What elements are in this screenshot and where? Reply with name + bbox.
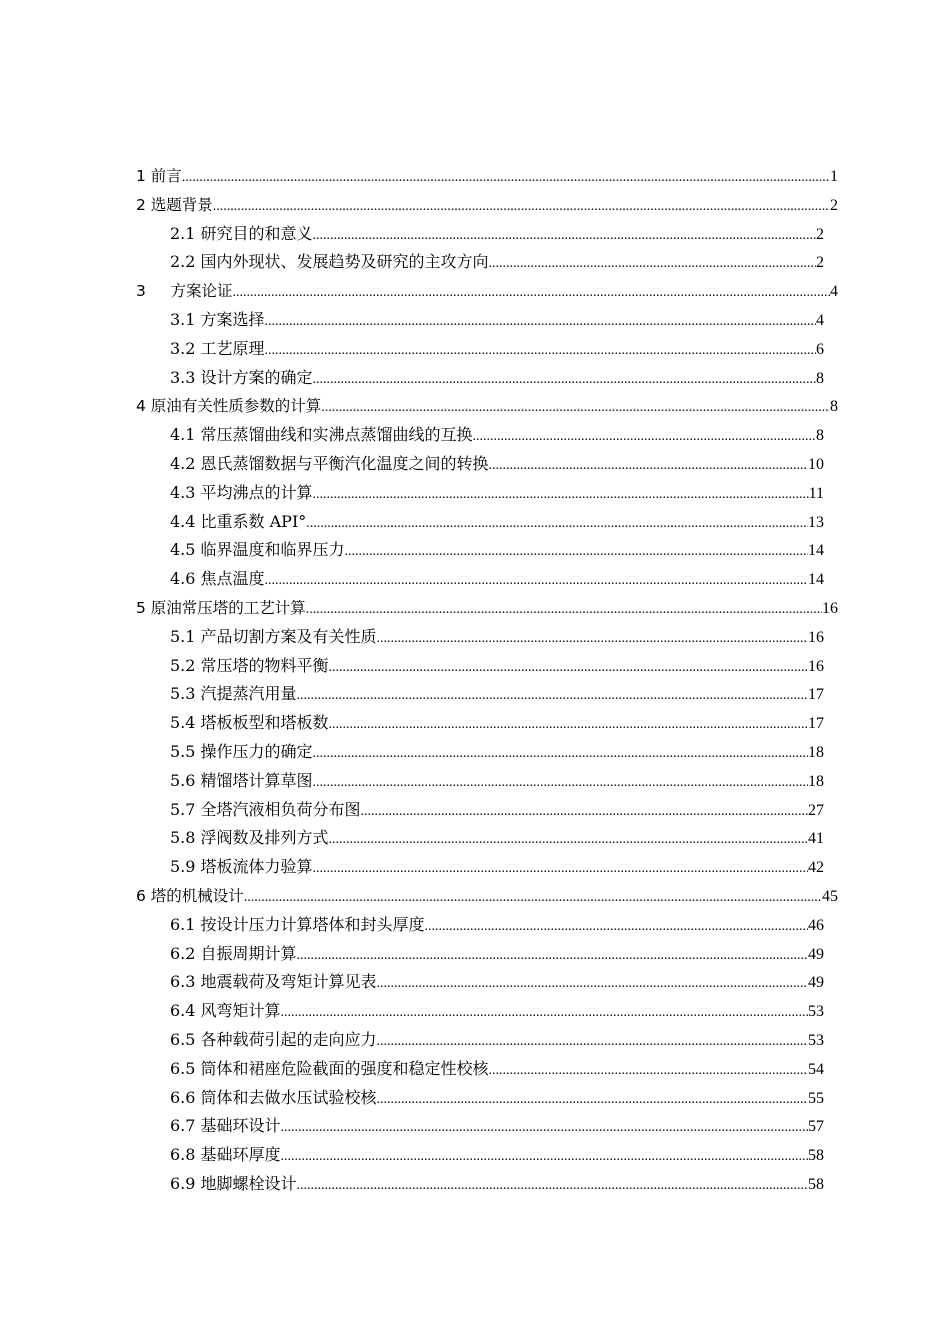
toc-entry-page: 4	[830, 283, 838, 301]
toc-entry[interactable]	[136, 1141, 838, 1170]
toc-entry-title: 5.9 塔板流体力验算	[170, 857, 313, 877]
toc-entry-title: 4.5 临界温度和临界压力	[170, 540, 345, 560]
toc-entry[interactable]	[136, 1084, 838, 1113]
toc-entry-page: 57	[808, 1118, 824, 1136]
toc-entry[interactable]	[136, 565, 838, 594]
toc-dot-leader	[313, 767, 808, 798]
toc-dot-leader	[473, 421, 816, 452]
toc-dot-leader	[182, 162, 830, 193]
toc-entry-title: 5.5 操作压力的确定	[170, 741, 313, 761]
toc-entry-title: 6 塔的机械设计	[136, 886, 244, 905]
toc-entry-title: 5.6 精馏塔计算草图	[170, 770, 313, 790]
toc-entry-page: 18	[808, 772, 824, 790]
toc-entry-page: 45	[822, 887, 838, 905]
toc-dot-leader	[313, 479, 809, 510]
toc-entry-page: 1	[830, 168, 838, 185]
toc-entry-page: 49	[808, 945, 824, 963]
toc-entry-page: 17	[808, 715, 824, 733]
toc-entry[interactable]	[136, 1170, 838, 1199]
toc-dot-leader	[306, 594, 822, 625]
toc-dot-leader	[313, 220, 816, 251]
toc-entry-title: 6.9 地脚螺栓设计	[170, 1173, 297, 1193]
toc-dot-leader	[265, 565, 808, 596]
toc-dot-leader	[265, 306, 816, 337]
toc-entry[interactable]	[136, 824, 838, 853]
toc-dot-leader	[489, 248, 816, 279]
toc-entry[interactable]	[136, 306, 838, 335]
toc-entry-title: 6.4 风弯矩计算	[170, 1001, 281, 1021]
toc-entry-title: 5.8 浮阀数及排列方式	[170, 828, 329, 848]
toc-entry-page: 54	[808, 1060, 824, 1078]
toc-dot-leader	[297, 1170, 808, 1201]
toc-entry[interactable]	[136, 911, 838, 940]
toc-entry[interactable]	[136, 508, 838, 537]
toc-entry-page: 10	[808, 455, 824, 473]
toc-entry[interactable]	[136, 882, 838, 911]
toc-dot-leader	[329, 709, 808, 740]
toc-entry-title: 4.1 常压蒸馏曲线和实沸点蒸馏曲线的互换	[170, 425, 473, 445]
toc-entry-page: 8	[816, 369, 824, 387]
toc-dot-leader	[425, 911, 808, 942]
toc-entry-page: 6	[816, 340, 824, 358]
toc-entry-page: 16	[808, 628, 824, 646]
toc-entry[interactable]	[136, 248, 838, 277]
toc-entry[interactable]	[136, 1112, 838, 1141]
toc-dot-leader	[345, 536, 808, 567]
toc-entry-page: 53	[808, 1031, 824, 1049]
toc-entry-title: 4.3 平均沸点的计算	[170, 482, 313, 502]
toc-entry[interactable]	[136, 997, 838, 1026]
toc-dot-leader	[281, 997, 808, 1028]
toc-entry-title: 6.8 基础环厚度	[170, 1145, 281, 1165]
toc-entry-title: 3.1 方案选择	[170, 309, 265, 329]
toc-entry-page: 2	[816, 225, 824, 243]
toc-entry-title: 6.6 筒体和去做水压试验校核	[170, 1087, 377, 1107]
toc-entry-title: 5.3 汽提蒸汽用量	[170, 684, 297, 704]
toc-dot-leader	[244, 882, 822, 913]
toc-entry-page: 49	[808, 974, 824, 992]
toc-entry-page: 13	[808, 513, 824, 531]
toc-entry[interactable]	[136, 968, 838, 997]
toc-dot-leader	[265, 335, 816, 366]
toc-entry-title: 6.5 各种载荷引起的走向应力	[170, 1029, 377, 1049]
toc-dot-leader	[313, 364, 816, 395]
toc-entry-title: 5.7 全塔汽液相负荷分布图	[170, 799, 361, 819]
toc-entry[interactable]	[136, 479, 838, 508]
toc-entry-page: 2	[816, 254, 824, 272]
toc-entry-title: 6.5 筒体和裙座危险截面的强度和稳定性校核	[170, 1058, 489, 1078]
toc-entry-title: 5.2 常压塔的物料平衡	[170, 655, 329, 675]
toc-entry-title: 5.4 塔板板型和塔板数	[170, 713, 329, 733]
toc-dot-leader	[297, 940, 808, 971]
toc-entry-title: 1 前言	[136, 167, 182, 185]
toc-entry-page: 55	[808, 1089, 824, 1107]
toc-entry-page: 14	[808, 542, 824, 560]
toc-entry-title: 3.3 设计方案的确定	[170, 367, 313, 387]
toc-entry[interactable]	[136, 767, 838, 796]
toc-entry-title: 3 方案论证	[136, 282, 233, 301]
toc-entry-title: 5 原油常压塔的工艺计算	[136, 598, 306, 617]
toc-dot-leader	[281, 1141, 808, 1172]
toc-dot-leader	[233, 277, 831, 308]
toc-entry-title: 6.7 基础环设计	[170, 1116, 281, 1136]
toc-entry-page: 4	[816, 311, 824, 329]
toc-entry[interactable]	[136, 364, 838, 393]
toc-entry-page: 8	[816, 427, 824, 445]
toc-entry-page: 17	[808, 686, 824, 704]
toc-entry[interactable]	[136, 277, 838, 306]
toc-entry[interactable]	[136, 162, 838, 191]
toc-dot-leader	[321, 392, 830, 423]
toc-entry-page: 27	[808, 801, 824, 819]
table-of-contents	[136, 162, 838, 1199]
toc-dot-leader	[489, 450, 808, 481]
toc-entry-title: 2.2 国内外现状、发展趋势及研究的主攻方向	[170, 252, 489, 272]
toc-entry[interactable]	[136, 680, 838, 709]
toc-entry-page: 42	[808, 859, 824, 877]
toc-dot-leader	[313, 853, 808, 884]
toc-entry[interactable]	[136, 335, 838, 364]
toc-entry-title: 4.4 比重系数 API°	[170, 511, 307, 531]
toc-entry[interactable]	[136, 623, 838, 652]
toc-entry-title: 4.6 焦点温度	[170, 569, 265, 589]
toc-entry-title: 4.2 恩氏蒸馏数据与平衡汽化温度之间的转换	[170, 453, 489, 473]
toc-dot-leader	[489, 1055, 808, 1086]
toc-entry[interactable]	[136, 191, 838, 220]
toc-entry-title: 6.1 按设计压力计算塔体和封头厚度	[170, 914, 425, 934]
toc-dot-leader	[377, 1026, 808, 1057]
toc-entry-title: 3.2 工艺原理	[170, 338, 265, 358]
toc-entry-page: 14	[808, 571, 824, 589]
toc-entry-page: 16	[822, 599, 838, 617]
toc-dot-leader	[377, 968, 808, 999]
toc-dot-leader	[329, 652, 808, 683]
toc-entry[interactable]	[136, 220, 838, 249]
toc-dot-leader	[213, 191, 830, 222]
toc-entry-page: 58	[808, 1147, 824, 1165]
toc-dot-leader	[306, 508, 808, 539]
toc-dot-leader	[313, 738, 808, 769]
toc-entry[interactable]	[136, 536, 838, 565]
toc-entry-title: 6.3 地震载荷及弯矩计算见表	[170, 972, 377, 992]
toc-entry-page: 8	[830, 398, 838, 416]
toc-entry-page: 16	[808, 657, 824, 675]
toc-entry-title: 5.1 产品切割方案及有关性质	[170, 626, 377, 646]
toc-entry-title: 2 选题背景	[136, 195, 213, 214]
toc-entry-title: 4 原油有关性质参数的计算	[136, 397, 322, 416]
toc-entry[interactable]	[136, 853, 838, 882]
toc-entry-page: 18	[808, 743, 824, 761]
toc-entry-title: 2.1 研究目的和意义	[170, 223, 313, 243]
toc-entry-page: 41	[808, 830, 824, 848]
toc-entry[interactable]	[136, 738, 838, 767]
toc-entry[interactable]	[136, 709, 838, 738]
toc-dot-leader	[329, 824, 808, 855]
toc-entry[interactable]	[136, 652, 838, 681]
toc-entry-title: 6.2 自振周期计算	[170, 943, 297, 963]
toc-entry-page: 11	[808, 484, 824, 502]
toc-entry-page: 53	[808, 1003, 824, 1021]
toc-entry-page: 46	[808, 916, 824, 934]
toc-entry[interactable]	[136, 940, 838, 969]
toc-dot-leader	[361, 796, 808, 827]
toc-entry-page: 2	[830, 196, 838, 214]
toc-entry[interactable]	[136, 1055, 838, 1084]
toc-entry-page: 58	[808, 1175, 824, 1193]
toc-entry[interactable]	[136, 392, 838, 421]
toc-dot-leader	[377, 1084, 808, 1115]
toc-dot-leader	[297, 680, 808, 711]
toc-entry[interactable]	[136, 421, 838, 450]
toc-entry[interactable]	[136, 450, 838, 479]
toc-entry[interactable]	[136, 594, 838, 623]
toc-entry[interactable]	[136, 1026, 838, 1055]
toc-dot-leader	[377, 623, 808, 654]
toc-entry[interactable]	[136, 796, 838, 825]
toc-dot-leader	[281, 1112, 808, 1143]
